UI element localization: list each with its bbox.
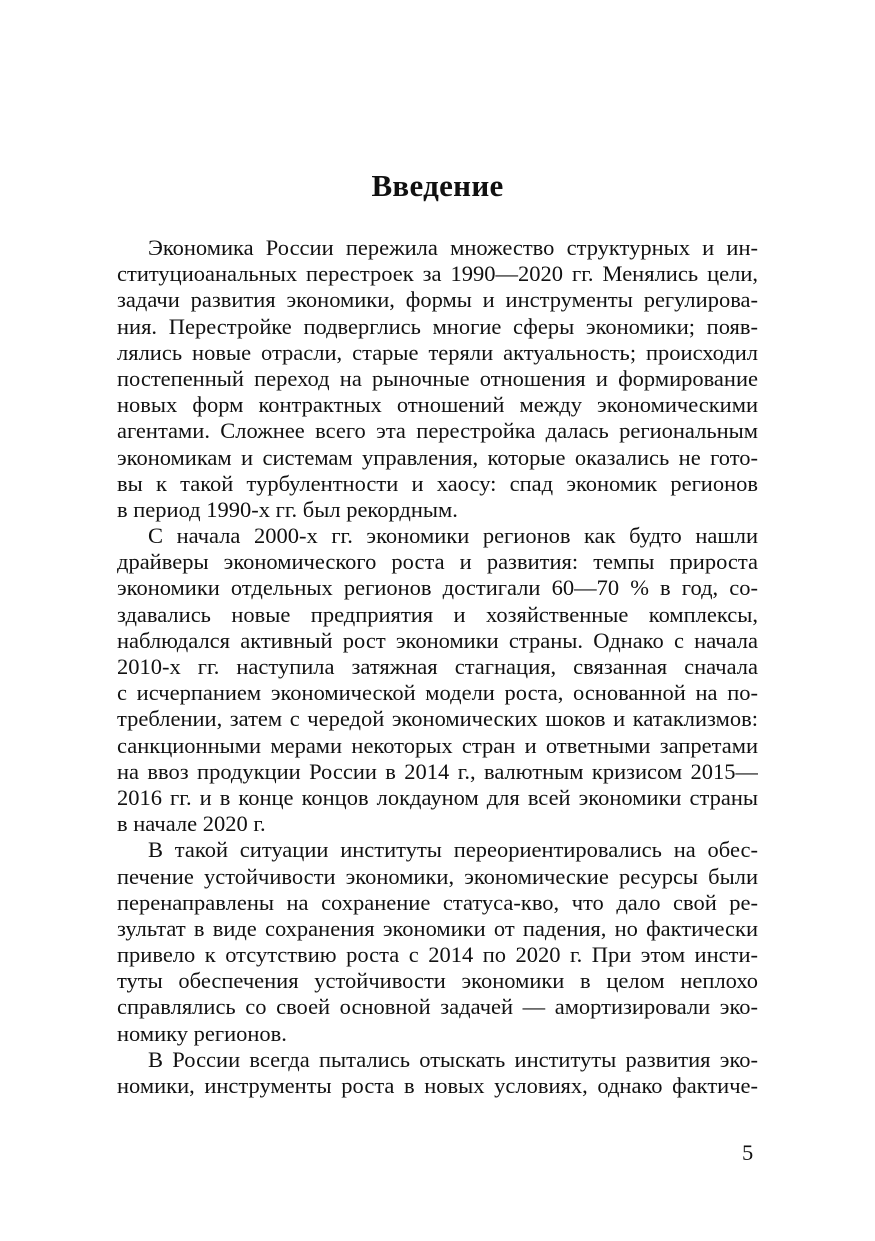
text-line: с исчерпанием экономической модели роста, основанной на по- <box>117 680 758 706</box>
text-line: печение устойчивости экономики, экономические ресурсы были <box>117 863 758 889</box>
text-line: справлялись со своей основной задачей — амортизировали эко- <box>117 994 758 1020</box>
text-line: привело к отсутствию роста с 2014 по 2020 г. При этом инсти- <box>117 942 758 968</box>
text-line: номику регионов. <box>117 1020 287 1046</box>
text-line: В России всегда пытались отыскать институты развития эко- <box>148 1046 758 1072</box>
body-text <box>117 235 758 1099</box>
page-number: 5 <box>742 1140 754 1165</box>
text-line: 2010-х гг. наступила затяжная стагнация, связанная сначала <box>117 654 758 679</box>
text-line: задачи развития экономики, формы и инструменты регулирова- <box>117 287 758 313</box>
text-line: экономикам и системам управления, которые оказались не гото- <box>117 444 758 470</box>
text-line: санкционными мерами некоторых стран и ответными запретами <box>117 732 758 758</box>
text-line: В такой ситуации институты переориентировались на обес- <box>148 837 758 863</box>
text-line: ституциоанальных перестроек за 1990—2020 гг. Менялись цели, <box>117 261 758 287</box>
text-line: новых форм контрактных отношений между экономическими <box>117 392 758 418</box>
text-line: треблении, затем с чередой экономических шоков и катаклизмов: <box>117 706 758 732</box>
text-line: ния. Перестройке подверглись многие сферы экономики; появ- <box>117 313 758 339</box>
text-line: перенаправлены на сохранение статуса-кво, что дало свой ре- <box>117 889 758 915</box>
text-line: в начале 2020 г. <box>117 811 266 837</box>
text-line: драйверы экономического роста и развития: темпы прироста <box>117 549 758 575</box>
text-line: на ввоз продукции России в 2014 г., валютным кризисом 2015— <box>117 758 758 784</box>
text-line: зультат в виде сохранения экономики от падения, но фактически <box>117 915 758 941</box>
text-line: наблюдался активный рост экономики страны. Однако с начала <box>117 627 758 653</box>
text-line: постепенный переход на рыночные отношения и формирование <box>117 365 758 391</box>
chapter-title: Введение <box>371 168 504 203</box>
text-line: номики, инструменты роста в новых условиях, однако фактиче- <box>117 1073 758 1098</box>
text-line: Экономика России пережила множество структурных и ин- <box>148 235 758 260</box>
text-line: С начала 2000-х гг. экономики регионов как будто нашли <box>148 523 758 549</box>
text-line: 2016 гг. и в конце концов локдауном для всей экономики страны <box>117 784 758 810</box>
book-page <box>117 0 758 1241</box>
text-line: агентами. Сложнее всего эта перестройка далась региональным <box>117 418 758 444</box>
text-line: туты обеспечения устойчивости экономики в целом неплохо <box>117 968 758 994</box>
text-line: здавались новые предприятия и хозяйственные комплексы, <box>117 601 758 627</box>
text-line: экономики отдельных регионов достигали 60—70 % в год, со- <box>117 575 758 601</box>
text-line: вы к такой турбулентности и хаосу: спад экономик регионов <box>117 470 758 496</box>
text-line: в период 1990-х гг. был рекордным. <box>117 496 458 522</box>
text-line: лялись новые отрасли, старые теряли актуальность; происходил <box>117 339 758 365</box>
